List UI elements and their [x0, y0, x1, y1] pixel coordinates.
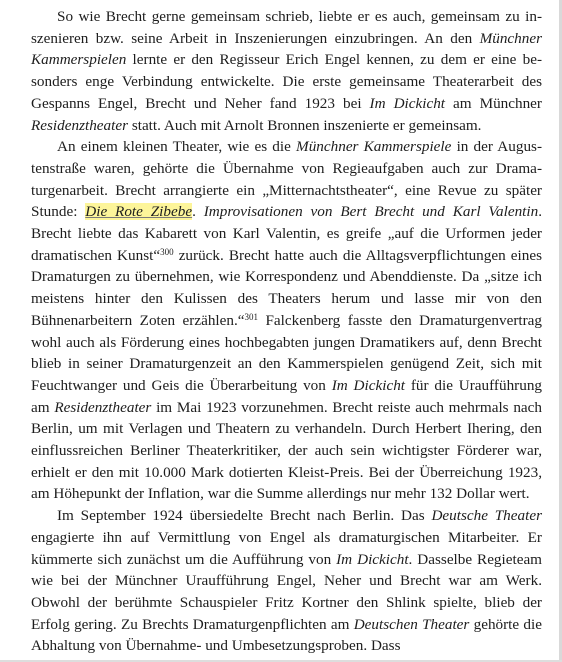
italic-text: Münchner Kammerspielen [31, 29, 542, 69]
text-run: in der Augustenstraße waren, gehörte die Übernahme von Regieaufgaben auch zur Dramaturgenarbeit. Brecht arrangierte ein „Mitternachtstheater“, eine Revue zu später Stunde: [31, 138, 543, 221]
text-run: . Brecht liebte das Kabarett von Karl Valentin, es greife „auf die Urformen jeder dramatischen Kunst“ [31, 203, 542, 264]
paragraph [31, 505, 542, 657]
text-run: Im September 1924 übersiedelte Brecht nach Berlin. Das [57, 507, 432, 525]
highlighted-title[interactable]: Die Rote Zibebe [85, 203, 193, 221]
italic-text: Münchner Kammerspiele [296, 138, 452, 156]
italic-text: Im Dickicht [369, 94, 446, 112]
text-run: . Dasselbe Regieteam wie bei der Münchner Uraufführung Engel, Neher und Brecht war am Werk. Obwohl der berühmte Schauspieler Fritz Kortner den Shlink spielte, blieb der Erfolg gering. Zu Brechts Dramaturgenpflichten am [31, 550, 542, 633]
text-run: . [192, 203, 204, 221]
footnote-ref: 300 [160, 246, 174, 257]
italic-text: Residenztheater [31, 116, 129, 134]
text-run: im Mai 1923 vorzunehmen. Brecht reiste auch mehrmals nach Berlin, um mit Verlagen und Theatern zu verhandeln. Durch Herbert Ihering, den einflussreichen Berliner Theaterkritiker, der auch sein wichtigster Förderer war, erhielt er den mit 10.000 Mark dotierten Kleist-Preis. Bei der Überreichung 1923, am Höhepunkt der Inflation, war die Summe allerdings nur mehr 132 Dollar wert. [31, 398, 542, 503]
italic-text: Residenztheater [54, 398, 152, 416]
italic-text: Im Dickicht [331, 376, 406, 394]
text-run: Falckenberg fasste den Dramaturgenvertrag wohl auch als Förderung eines hochbegabten jungen Dramatikers auf, denn Brecht blieb in seiner Dramaturgenzeit an den Kammerspielen genügend Zeit, sich mit Feuchtwanger und Geis die Überarbeitung von [31, 311, 542, 394]
text-run: gehörte die Abhaltung von Übernahme- und Umbesetzungsproben. Dass [31, 615, 542, 655]
text-run: engagierte ihn auf Vermittlung von Engel als dramaturgischen Mitarbeiter. Er kümmerte sich zunächst um die Aufführung von [31, 528, 542, 568]
text-run: am Münchner [445, 94, 542, 112]
italic-text: Im Dickicht [336, 550, 409, 568]
text-run: An einem kleinen Theater, wie es die [57, 138, 297, 156]
italic-text: Deutsche Theater [431, 507, 542, 525]
italic-text: Improvisationen von Bert Brecht und Karl Valentin [203, 203, 539, 221]
text-run: So wie Brecht gerne gemeinsam schrieb, liebte er es auch, gemeinsam zu inszenieren bzw. seine Arbeit in Inszenierungen einzubringen. An den [31, 8, 542, 47]
paragraph [31, 136, 542, 505]
text-body [31, 6, 542, 657]
text-run: lernte er den Regisseur Erich Engel kennen, zu dem er eine besonders enge Verbindung entwickelte. Die erste gemeinsame Theaterarbeit des Gespanns Engel, Brecht und Neher fand 1923 bei [31, 51, 542, 112]
italic-text: Deutschen Theater [353, 615, 470, 633]
paragraph [31, 6, 542, 136]
text-run: zurück. Brecht hatte auch die Alltagsverpflichtungen eines Dramaturgen zu übernehmen, wie Korrespondenz und Abenddienste. Da „sitze ich meistens hinter den Kulissen des Theaters herum und lasse mir von den Bühnenarbeitern Zoten erzählen.“ [31, 246, 542, 329]
text-run: statt. Auch mit Arnolt Bronnen inszenierte er gemeinsam. [128, 116, 482, 134]
footnote-ref: 301 [244, 311, 259, 322]
text-run: für die Uraufführung am [31, 376, 543, 416]
